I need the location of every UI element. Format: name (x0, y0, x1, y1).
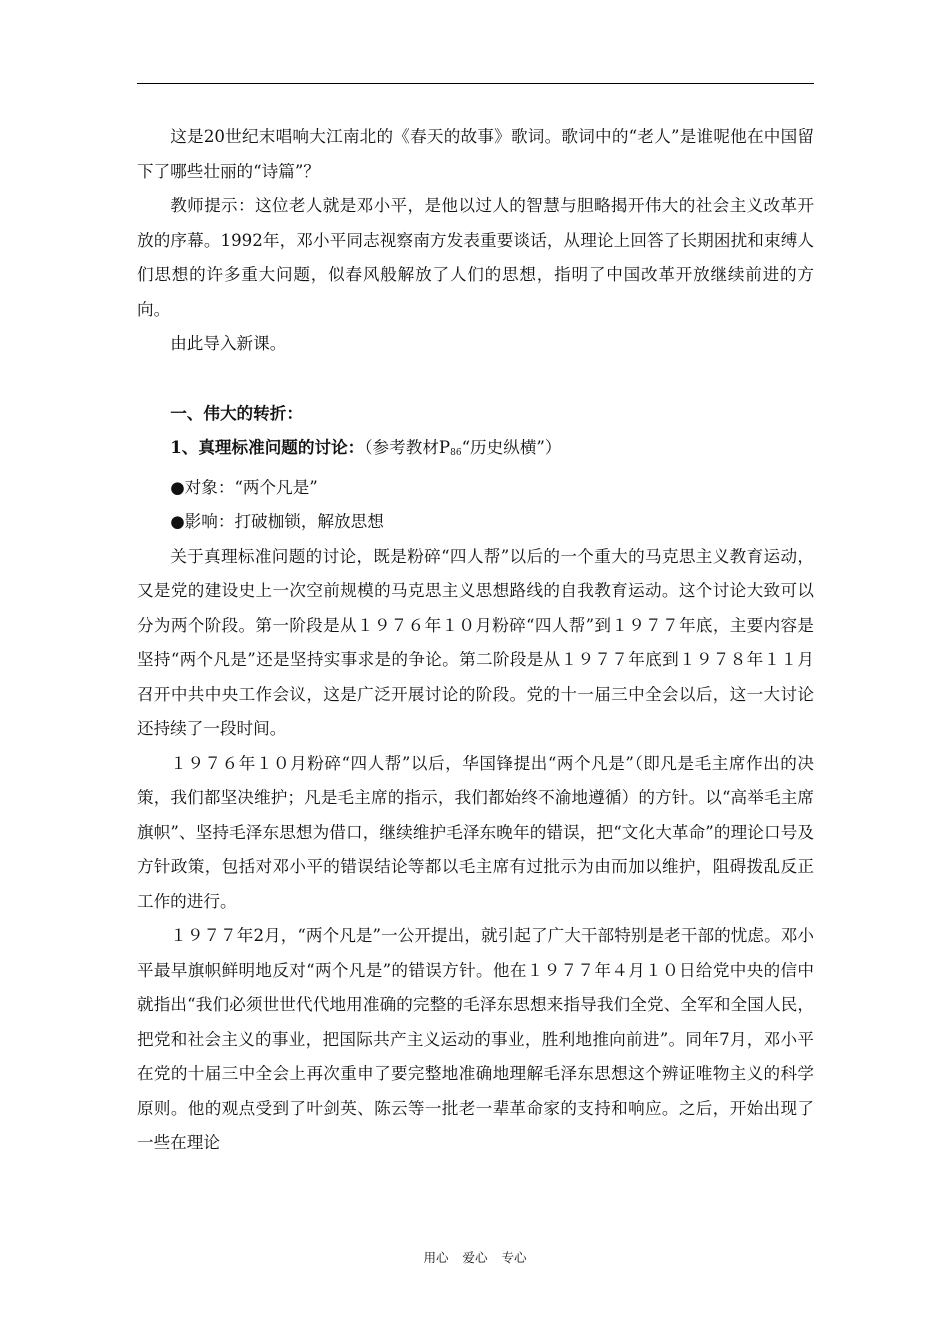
bullet-impact: ●影响：打破枷锁，解放思想 (170, 512, 384, 531)
bullet-object: ●对象：“两个凡是” (170, 477, 318, 497)
textbook-reference-suffix: “历史纵横”） (461, 438, 562, 457)
textbook-reference-prefix: （参考教材P (364, 438, 451, 457)
textbook-reference-page: 86 (450, 448, 462, 458)
sub-heading-line (137, 430, 814, 471)
intro-paragraph-2: 教师提示：这位老人就是邓小平，是他以过人的智慧与胆略揭开伟大的社会主义改革开放的序幕。1992年，邓小平同志视察南方发表重要谈话，从理论上回答了长期困扰和束缚人们思想的许多重大问题，似春风般解放了人们的思想，指明了中国改革开放继续前进的方向。 (137, 196, 814, 319)
intro-paragraph-1: 这是20世纪末唱响大江南北的《春天的故事》歌词。歌词中的“老人”是谁呢他在中国留下了哪些壮丽的“诗篇”？ (137, 127, 814, 181)
section-heading: 一、伟大的转折： (170, 402, 303, 423)
body-paragraph-3: １９７７年2月，“两个凡是”一公开提出，就引起了广大干部特别是老干部的忧虑。邓小平最早旗帜鲜明地反对“两个凡是”的错误方针。他在１９７７年４月１０日给党中央的信中就指出“我们必须世世代代地用准确的完整的毛泽东思想来指导我们全党、全军和全国人民，把党和社会主义的事业，把国际共产主义运动的事业，胜利地推向前进”。同年7月，邓小平在党的十届三中全会上再次重申了要完整地准确地理解毛泽东思想这个辨证唯物主义的科学原则。他的观点受到了叶剑英、陈云等一批老一辈革命家的支持和响应。之后，开始出现了一些在理论 (137, 926, 814, 1152)
body-paragraph-1: 关于真理标准问题的讨论，既是粉碎“四人帮”以后的一个重大的马克思主义教育运动，又是党的建设史上一次空前规模的马克思主义思想路线的自我教育运动。这个讨论大致可以分为两个阶段。第一阶段是从１９７６年１０月粉碎“四人帮”到１９７７年底，主要内容是坚持“两个凡是”还是坚持实事求是的争论。第二阶段是从１９７７年底到１９７８年１１月召开中共中央工作会议，这是广泛开展讨论的阶段。党的十一届三中全会以后，这一大讨论还持续了一段时间。 (137, 546, 814, 738)
header-rule (137, 83, 814, 84)
intro-paragraph-3: 由此导入新课。 (170, 334, 287, 353)
document-body (137, 120, 814, 1161)
body-paragraph-2: １９７６年１０月粉碎“四人帮”以后，华国锋提出“两个凡是”（即凡是毛主席作出的决策，我们都坚决维护；凡是毛主席的指示，我们都始终不渝地遵循）的方针。以“高举毛主席旗帜”、坚持毛泽东思想为借口，继续维护毛泽东晚年的错误，把“文化大革命”的理论口号及方针政策，包括对邓小平的错误结论等都以毛主席有过批示为由而加以维护，阻碍拨乱反正工作的进行。 (137, 753, 814, 911)
sub-heading: 1、真理标准问题的讨论： (170, 437, 365, 457)
page-footer: 用心 爱心 专心 (423, 1250, 527, 1265)
